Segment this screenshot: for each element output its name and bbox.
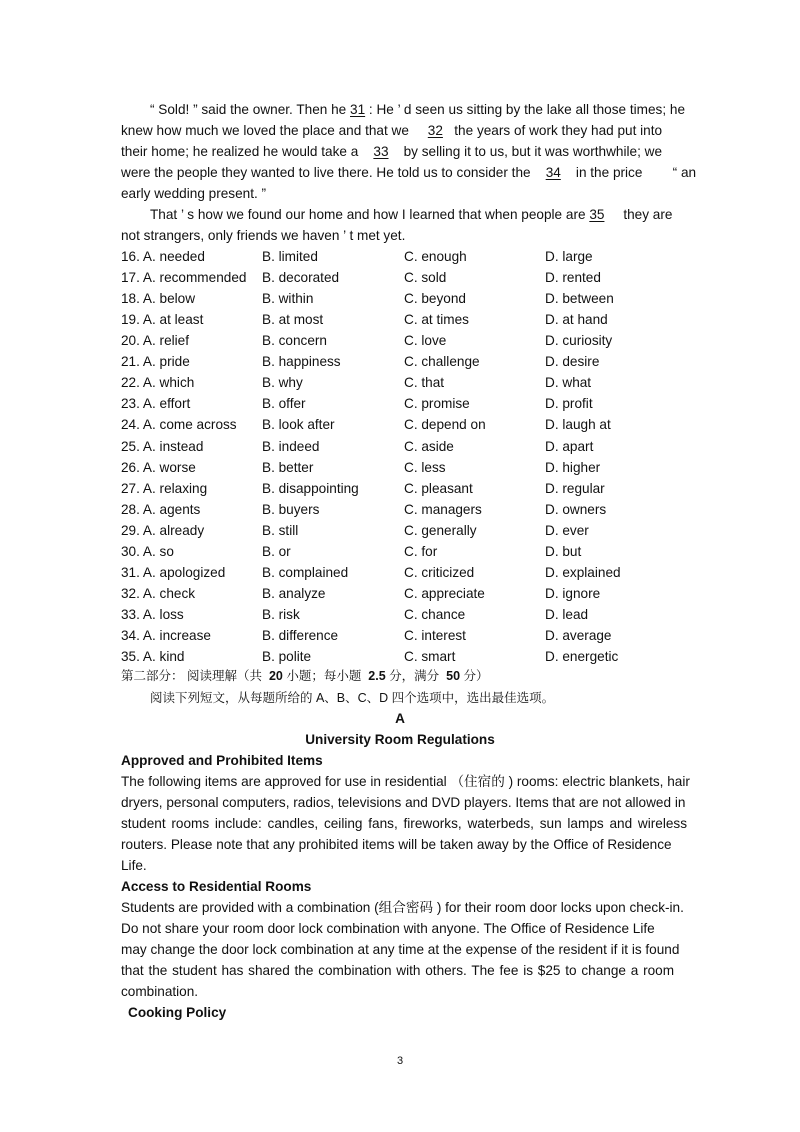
option-b: B. limited: [262, 249, 318, 264]
passage-line: were the people they wanted to live there. He told us to consider the 34 in the price “ an: [121, 165, 697, 180]
option-c: C. appreciate: [404, 585, 485, 601]
option-d: D. between: [545, 291, 614, 307]
option-d: D. regular: [545, 480, 605, 496]
option-c: C. aside: [404, 438, 454, 454]
option-c: C. managers: [404, 501, 482, 517]
option-c: C. interest: [404, 627, 466, 643]
section-line: Do not share your room door lock combination with anyone. The Office of Residence Life: [121, 921, 655, 936]
option-c: C. depend on: [404, 417, 486, 433]
section-line: may change the door lock combination at any time at the expense of the resident if it is found: [121, 942, 680, 957]
option-a: 30. A. so: [121, 543, 174, 559]
option-d: D. laugh at: [545, 417, 611, 433]
passage-line: early wedding present. ”: [121, 186, 267, 201]
option-d: D. curiosity: [545, 333, 613, 349]
section-line: routers. Please note that any prohibited items will be taken away by the Office of Residence: [121, 837, 672, 852]
option-c: C. challenge: [404, 354, 480, 370]
option-d: D. apart: [545, 438, 594, 454]
option-c: C. beyond: [404, 291, 466, 307]
option-b: B. within: [262, 291, 314, 307]
option-c: C. love: [404, 333, 447, 349]
option-d: D. explained: [545, 564, 621, 580]
option-a: 34. A. increase: [121, 627, 211, 643]
option-d: D. average: [545, 627, 612, 643]
option-c: C. sold: [404, 270, 447, 286]
option-c: C. enough: [404, 249, 467, 264]
passage-line: knew how much we loved the place and that we 32 the years of work they had put into: [121, 123, 663, 138]
option-b: B. analyze: [262, 585, 326, 601]
option-a: 19. A. at least: [121, 312, 204, 328]
option-a: 22. A. which: [121, 375, 195, 391]
option-b: B. buyers: [262, 501, 320, 517]
section-title-access: Access to Residential Rooms: [121, 879, 312, 894]
option-c: C. less: [404, 459, 446, 475]
option-b: B. offer: [262, 396, 306, 412]
option-b: B. decorated: [262, 270, 340, 286]
option-c: C. pleasant: [404, 480, 473, 496]
option-a: 25. A. instead: [121, 438, 204, 454]
option-b: B. at most: [262, 312, 324, 328]
option-a: 35. A. kind: [121, 649, 185, 664]
option-c: C. that: [404, 375, 445, 391]
option-c: C. smart: [404, 649, 456, 664]
section-line: Life.: [121, 858, 147, 873]
passage-line: “ Sold! ” said the owner. Then he 31 : He ’ d seen us sitting by the lake all those times; he: [150, 102, 686, 117]
option-b: B. polite: [262, 649, 312, 664]
option-b: B. look after: [262, 417, 335, 433]
option-c: C. at times: [404, 312, 469, 328]
option-b: B. concern: [262, 333, 327, 349]
option-a: 32. A. check: [121, 585, 196, 601]
option-d: D. what: [545, 375, 592, 391]
option-c: C. criticized: [404, 564, 475, 580]
option-c: C. generally: [404, 522, 477, 538]
option-a: 29. A. already: [121, 522, 205, 538]
article-letter: A: [395, 711, 405, 726]
article-title: University Room Regulations: [305, 732, 495, 747]
option-d: D. ignore: [545, 585, 601, 601]
option-d: D. lead: [545, 606, 589, 622]
section-line: that the student has shared the combination with others. The fee is $25 to change a room: [121, 963, 675, 978]
option-d: D. profit: [545, 396, 593, 412]
option-a: 31. A. apologized: [121, 564, 226, 580]
option-d: D. at hand: [545, 312, 608, 328]
option-a: 28. A. agents: [121, 501, 201, 517]
blank-34: 34: [545, 165, 561, 180]
option-b: B. risk: [262, 606, 300, 622]
option-b: B. happiness: [262, 354, 341, 370]
option-d: D. energetic: [545, 649, 619, 664]
passage-line: That ’ s how we found our home and how I learned that when people are 35 they are: [150, 207, 673, 222]
option-c: C. chance: [404, 606, 466, 622]
section-line: combination.: [121, 984, 199, 999]
option-d: D. desire: [545, 354, 600, 370]
option-c: C. for: [404, 543, 438, 559]
option-a: 21. A. pride: [121, 354, 190, 370]
option-d: D. rented: [545, 270, 601, 286]
option-b: B. still: [262, 522, 299, 538]
section-line: Students are provided with a combination (组合密码 ) for their room door locks upon check-in.: [121, 900, 684, 915]
option-a: 33. A. loss: [121, 606, 184, 622]
option-a: 17. A. recommended: [121, 270, 247, 286]
section-title-approved-items: Approved and Prohibited Items: [121, 753, 323, 768]
option-b: B. why: [262, 375, 303, 391]
option-a: 16. A. needed: [121, 249, 205, 264]
blank-31: 31: [350, 102, 366, 117]
part2-heading: 第二部分： 阅读理解（共 20 小题；每小题 2.5 分，满分 50 分）: [121, 669, 489, 683]
option-b: B. difference: [262, 627, 339, 643]
part2-instruction: 阅读下列短文，从每题所给的 A、B、C、D 四个选项中，选出最佳选项。: [150, 691, 555, 705]
section-title-cooking: Cooking Policy: [128, 1005, 227, 1020]
section-line: The following items are approved for use in residential （住宿的 ) rooms: electric blankets, hair: [121, 774, 690, 789]
section-line: student rooms include: candles, ceiling fans, fireworks, waterbeds, sun lamps and wireless: [121, 816, 688, 831]
option-a: 23. A. effort: [121, 396, 191, 412]
option-a: 24. A. come across: [121, 417, 237, 433]
passage-line: their home; he realized he would take a 33 by selling it to us, but it was worthwhile; we: [121, 144, 663, 159]
option-b: B. better: [262, 459, 314, 475]
option-d: D. ever: [545, 522, 589, 538]
option-a: 26. A. worse: [121, 459, 196, 475]
option-b: B. or: [262, 543, 291, 559]
blank-35: 35: [589, 207, 605, 222]
option-a: 18. A. below: [121, 291, 196, 307]
option-a: 27. A. relaxing: [121, 480, 208, 496]
blank-32: 32: [427, 123, 443, 138]
page-number: 3: [396, 1055, 404, 1067]
blank-33: 33: [373, 144, 389, 159]
option-d: D. higher: [545, 459, 601, 475]
option-b: B. complained: [262, 564, 349, 580]
passage-line: not strangers, only friends we haven ’ t met yet.: [121, 228, 406, 243]
option-d: D. owners: [545, 501, 607, 517]
option-d: D. but: [545, 543, 582, 559]
option-a: 20. A. relief: [121, 333, 190, 349]
option-b: B. disappointing: [262, 480, 359, 496]
option-b: B. indeed: [262, 438, 320, 454]
option-c: C. promise: [404, 396, 470, 412]
option-d: D. large: [545, 249, 593, 264]
section-line: dryers, personal computers, radios, televisions and DVD players. Items that are not allowed in: [121, 795, 686, 810]
